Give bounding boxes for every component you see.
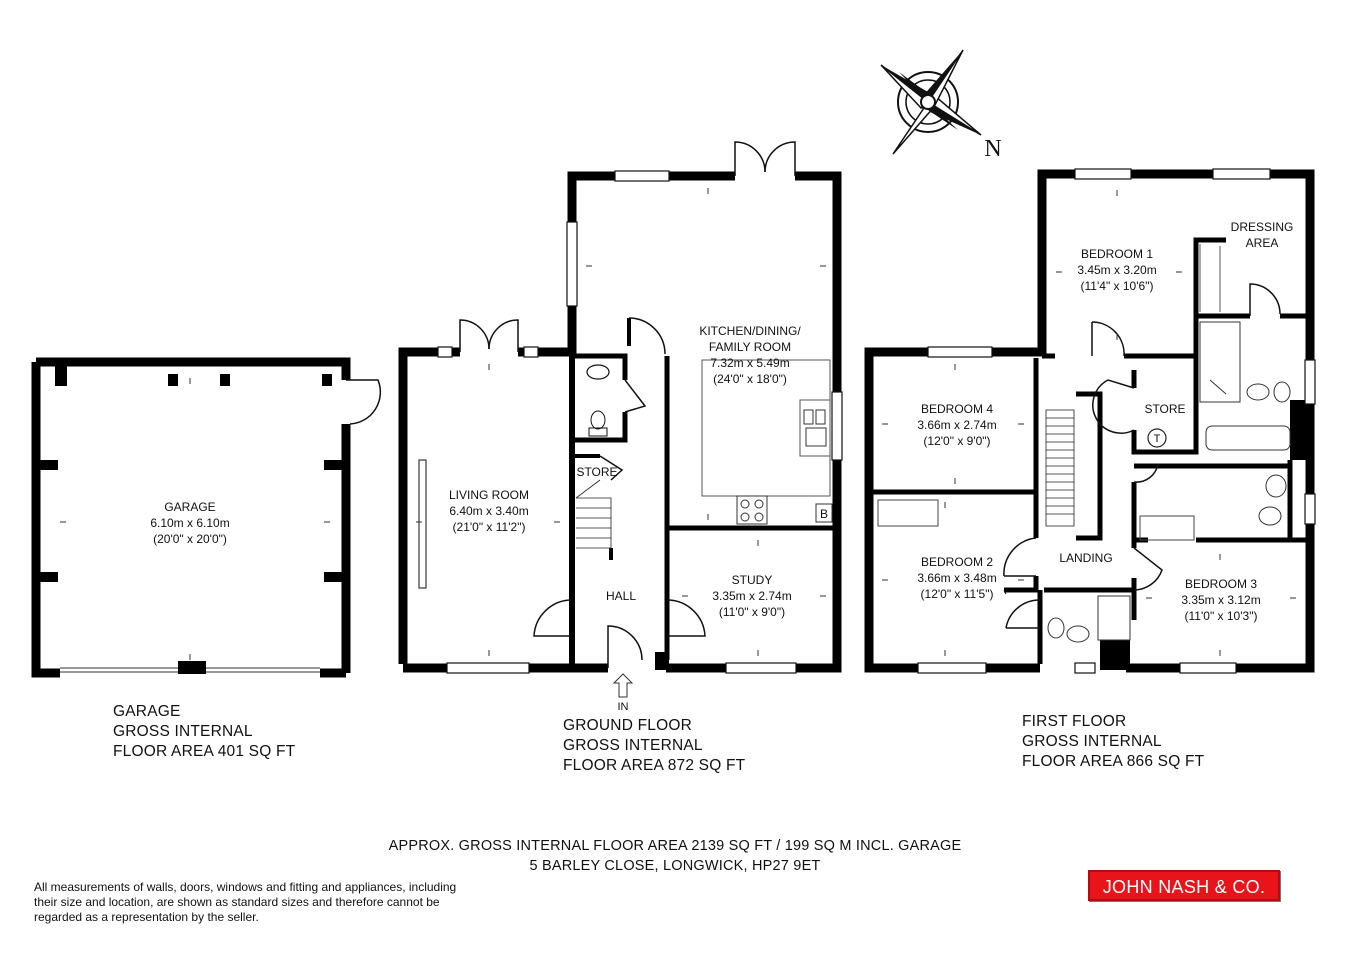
kitchen-label-line1: KITCHEN/DINING/ bbox=[699, 324, 801, 338]
garage-imperial-size: (20'0" x 20'0") bbox=[153, 532, 227, 546]
study-imperial-size: (11'0" x 9'0") bbox=[718, 605, 786, 619]
garage-room-label: GARAGE bbox=[164, 500, 216, 514]
bedroom1-label: BEDROOM 1 bbox=[1080, 247, 1154, 261]
garage-area-caption bbox=[113, 702, 295, 762]
first-floor-plan bbox=[869, 169, 1315, 673]
caption-line: GARAGE bbox=[113, 703, 181, 720]
north-label: N bbox=[984, 136, 1002, 162]
bedroom2-imperial-size: (12'0" x 11'5") bbox=[920, 587, 994, 601]
first-store-label: STORE bbox=[1144, 402, 1186, 416]
kitchen-metric-size: 7.32m x 5.49m bbox=[710, 356, 790, 370]
caption-line: GROSS INTERNAL bbox=[563, 737, 703, 754]
ground-floor-area-caption bbox=[563, 716, 745, 776]
address-line: 5 BARLEY CLOSE, LONGWICK, HP27 9ET bbox=[529, 858, 821, 874]
caption-line: GROSS INTERNAL bbox=[113, 723, 253, 740]
garage-metric-size: 6.10m x 6.10m bbox=[150, 516, 230, 530]
landing-label: LANDING bbox=[1059, 551, 1113, 565]
study-label: STUDY bbox=[731, 573, 773, 587]
bedroom4-metric-size: 3.66m x 2.74m bbox=[917, 418, 997, 432]
caption-line: FIRST FLOOR bbox=[1022, 713, 1127, 730]
kitchen-imperial-size: (24'0" x 18'0") bbox=[713, 372, 787, 386]
caption-line: GROSS INTERNAL bbox=[1022, 733, 1162, 750]
ground-floor-plan bbox=[403, 142, 842, 713]
total-area-line: APPROX. GROSS INTERNAL FLOOR AREA 2139 SQ FT / 199 SQ M INCL. GARAGE bbox=[388, 838, 962, 854]
caption-line: GROUND FLOOR bbox=[563, 717, 692, 734]
ground-store-label: STORE bbox=[576, 465, 618, 479]
tank-label: T bbox=[1153, 433, 1161, 445]
study-metric-size: 3.35m x 2.74m bbox=[712, 589, 792, 603]
living-room-imperial-size: (21'0" x 11'2") bbox=[452, 520, 526, 534]
living-room-label: LIVING ROOM bbox=[448, 488, 530, 502]
bedroom2-metric-size: 3.66m x 3.48m bbox=[917, 571, 997, 585]
boiler-label: B bbox=[819, 507, 829, 521]
hall-label: HALL bbox=[605, 589, 637, 603]
garage-plan bbox=[36, 362, 380, 674]
dressing-area-label-line2: AREA bbox=[1245, 236, 1279, 250]
bedroom2-label: BEDROOM 2 bbox=[920, 555, 994, 569]
bedroom3-label: BEDROOM 3 bbox=[1184, 577, 1258, 591]
living-room-metric-size: 6.40m x 3.40m bbox=[449, 504, 529, 518]
first-floor-area-caption bbox=[1022, 712, 1204, 772]
caption-line: FLOOR AREA 866 SQ FT bbox=[1022, 753, 1205, 770]
compass-rose-icon bbox=[881, 50, 1002, 162]
bedroom1-metric-size: 3.45m x 3.20m bbox=[1077, 263, 1157, 277]
entrance-label: IN bbox=[617, 701, 629, 713]
agent-logo: JOHN NASH & CO. bbox=[1088, 870, 1280, 901]
bedroom3-metric-size: 3.35m x 3.12m bbox=[1181, 593, 1261, 607]
bedroom4-imperial-size: (12'0" x 9'0") bbox=[923, 434, 991, 448]
bedroom1-imperial-size: (11'4" x 10'6") bbox=[1080, 279, 1154, 293]
bedroom4-label: BEDROOM 4 bbox=[920, 402, 994, 416]
kitchen-label-line2: FAMILY ROOM bbox=[708, 340, 792, 354]
caption-line: FLOOR AREA 401 SQ FT bbox=[113, 743, 296, 760]
dressing-area-label-line1: DRESSING bbox=[1230, 220, 1294, 234]
disclaimer-text: All measurements of walls, doors, windows and fitting and appliances, including their size and location, are shown as standard sizes and therefore cannot be regarded as a representation by the seller. bbox=[34, 880, 457, 924]
caption-line: FLOOR AREA 872 SQ FT bbox=[563, 757, 746, 774]
bedroom3-imperial-size: (11'0" x 10'3") bbox=[1184, 609, 1258, 623]
